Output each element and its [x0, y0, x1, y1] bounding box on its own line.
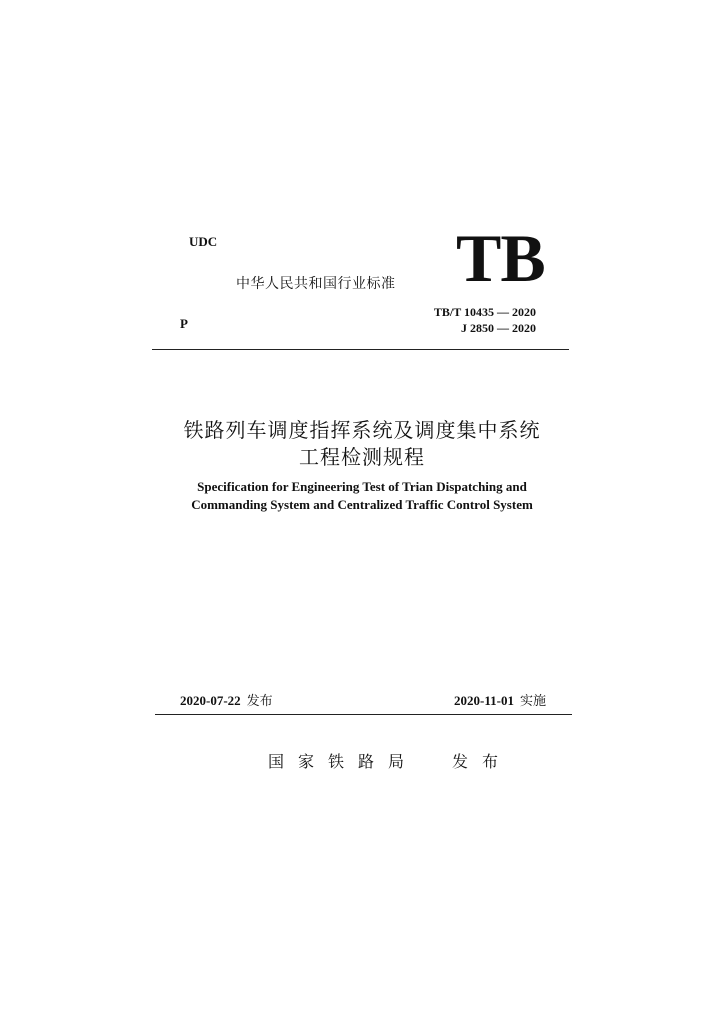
filing-number: J 2850 — 2020	[461, 321, 536, 335]
issuer-label: 发布	[452, 752, 513, 771]
release-label: 发布	[246, 694, 273, 709]
tb-logo: TB	[456, 220, 545, 296]
effective-date: 2020-11-01	[454, 693, 514, 708]
english-title-line-1: Specification for Engineering Test of Trian Dispatching and	[197, 479, 527, 494]
issuer-name: 国家铁路局	[268, 752, 419, 771]
release-date: 2020-07-22	[180, 693, 241, 708]
effective-date-group	[454, 690, 546, 709]
header-divider	[152, 349, 569, 350]
english-title-line-2: Commanding System and Centralized Traffic Control System	[191, 497, 533, 512]
chinese-title-line-2: 工程检测规程	[299, 445, 425, 469]
footer-divider	[155, 714, 572, 715]
udc-label: UDC	[189, 234, 218, 249]
release-date-group	[180, 690, 273, 709]
category-code: P	[180, 316, 188, 331]
standard-number: TB/T 10435 — 2020	[433, 305, 536, 319]
chinese-title-line-1: 铁路列车调度指挥系统及调度集中系统	[183, 418, 541, 442]
industry-standard-label: 中华人民共和国行业标准	[236, 276, 396, 292]
effective-label: 实施	[519, 694, 546, 709]
